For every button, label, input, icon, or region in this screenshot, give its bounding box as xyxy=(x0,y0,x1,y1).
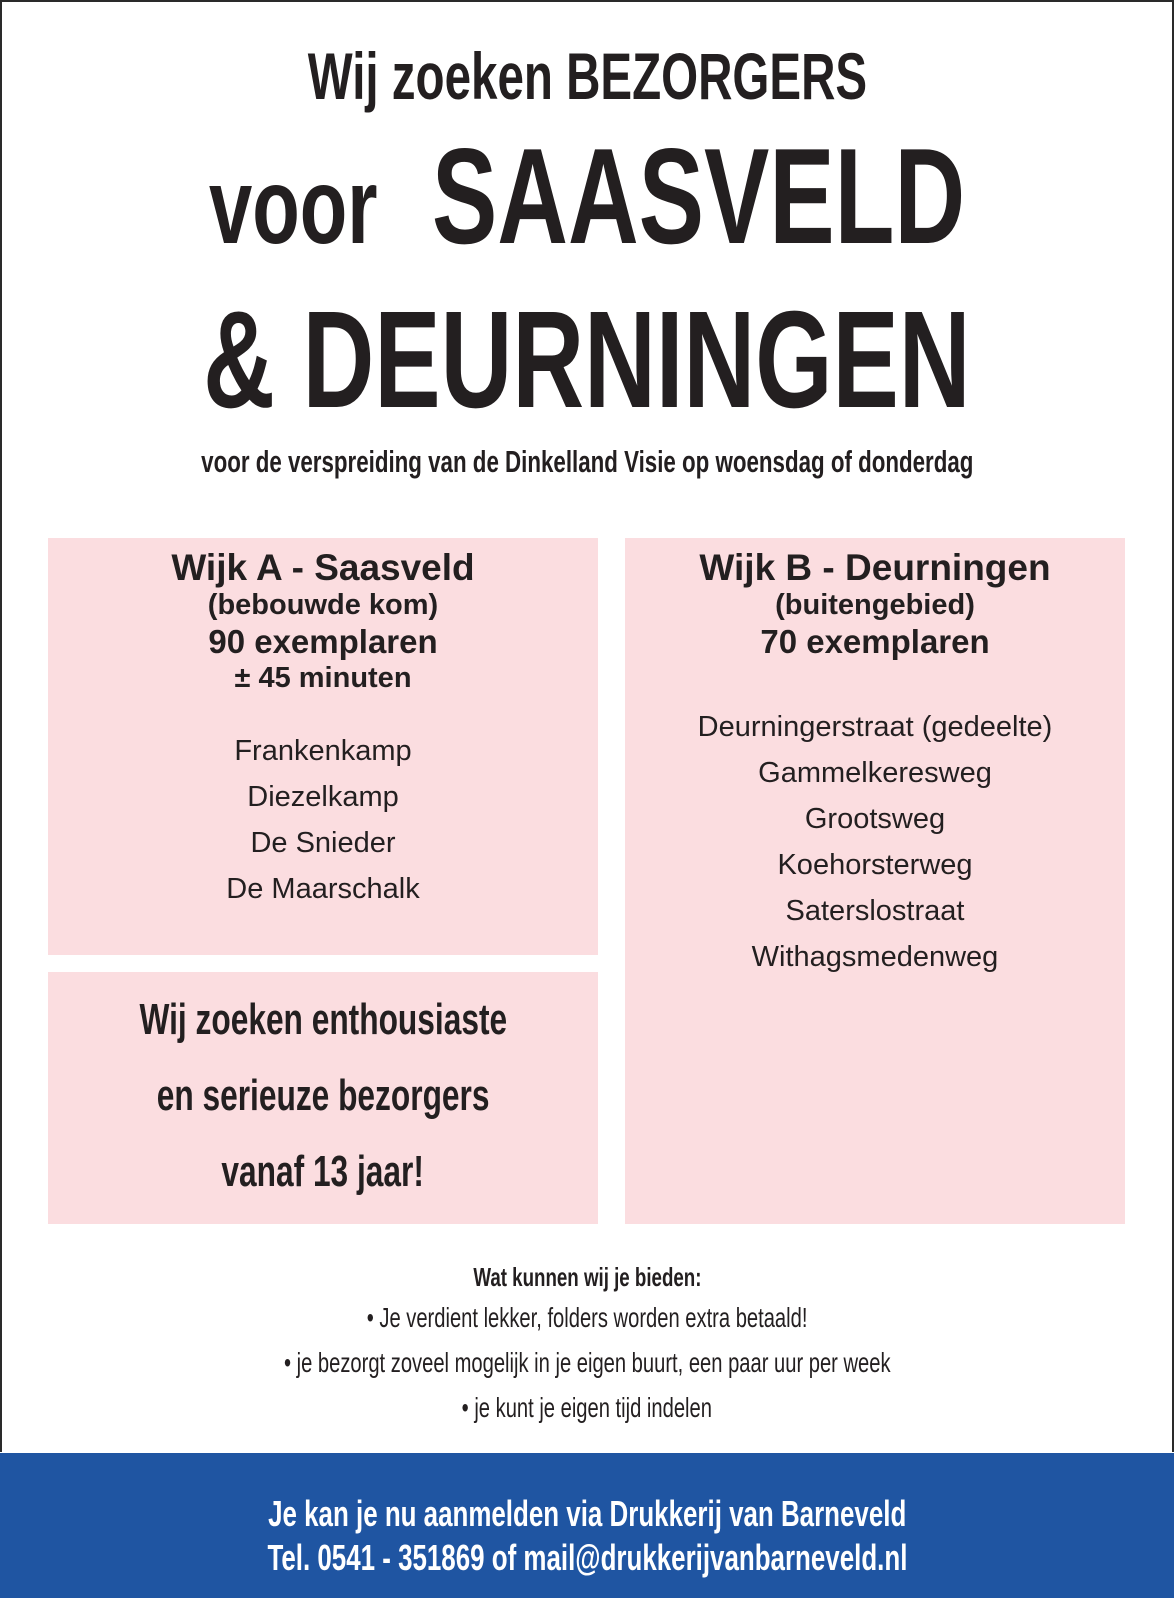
street-item: Withagsmedenweg xyxy=(751,941,999,973)
street-item: De Snieder xyxy=(250,827,396,859)
street-item: Diezelkamp xyxy=(247,781,399,813)
street-item: Gammelkeresweg xyxy=(758,757,992,789)
area-subtitle: (buitengebied) xyxy=(775,589,975,621)
callout-box xyxy=(48,972,598,1224)
offer-item xyxy=(0,1302,1174,1334)
headline-voor: voor xyxy=(208,145,378,266)
offer-item-text: • je bezorgt zoveel mogelijk in je eigen buurt, een paar uur per week xyxy=(283,1347,891,1378)
area-title: Wijk B - Deurningen xyxy=(699,547,1051,588)
headline-saasveld: SAASVELD xyxy=(431,120,966,272)
headline-line1-text: Wij zoeken BEZORGERS xyxy=(307,39,867,113)
area-title: Wijk A - Saasveld xyxy=(171,547,475,588)
offer-item xyxy=(0,1392,1174,1424)
callout-line: en serieuze bezorgers xyxy=(156,1071,490,1120)
area-time: ± 45 minuten xyxy=(234,662,412,694)
area-subtitle: (bebouwde kom) xyxy=(207,589,439,621)
offer-title xyxy=(0,1262,1174,1293)
street-item: Frankenkamp xyxy=(234,735,412,767)
footer-line1-text: Je kan je nu aanmelden via Drukkerij van Barneveld xyxy=(267,1493,907,1534)
street-item: Grootsweg xyxy=(804,803,946,835)
street-item: Saterslostraat xyxy=(785,895,965,927)
contact-footer xyxy=(0,1453,1174,1598)
street-item: Koehorsterweg xyxy=(777,849,973,881)
street-item: Deurningerstraat (gedeelte) xyxy=(697,711,1053,743)
subtitle-text: voor de verspreiding van de Dinkelland Visie op woensdag of donderdag xyxy=(200,444,974,479)
offer-item-text: • Je verdient lekker, folders worden extra betaald! xyxy=(366,1302,808,1333)
area-count: 70 exemplaren xyxy=(760,623,990,660)
area-box-wijk-b xyxy=(625,538,1125,1224)
offer-item-text: • je kunt je eigen tijd indelen xyxy=(461,1392,713,1423)
street-list xyxy=(48,728,598,912)
footer-line2 xyxy=(0,1537,1174,1579)
headline-line2 xyxy=(0,120,1174,276)
offer-item xyxy=(0,1347,1174,1379)
headline-line1 xyxy=(0,38,1174,114)
area-box-wijk-a xyxy=(48,538,598,955)
street-list xyxy=(625,704,1125,980)
street-item: De Maarschalk xyxy=(226,873,420,905)
area-count: 90 exemplaren xyxy=(208,623,438,660)
headline-deurningen: & DEURNINGEN xyxy=(203,283,971,437)
callout-line: vanaf 13 jaar! xyxy=(221,1147,425,1196)
headline-subtitle xyxy=(0,444,1174,480)
callout-line: Wij zoeken enthousiaste xyxy=(139,995,507,1044)
footer-line1 xyxy=(0,1493,1174,1535)
offer-title-text: Wat kunnen wij je bieden: xyxy=(472,1262,702,1292)
footer-contact-text: Tel. 0541 - 351869 of mail@drukkerijvanbarneveld.nl xyxy=(267,1537,907,1578)
headline-line3 xyxy=(0,283,1174,437)
callout-text xyxy=(48,972,598,1210)
